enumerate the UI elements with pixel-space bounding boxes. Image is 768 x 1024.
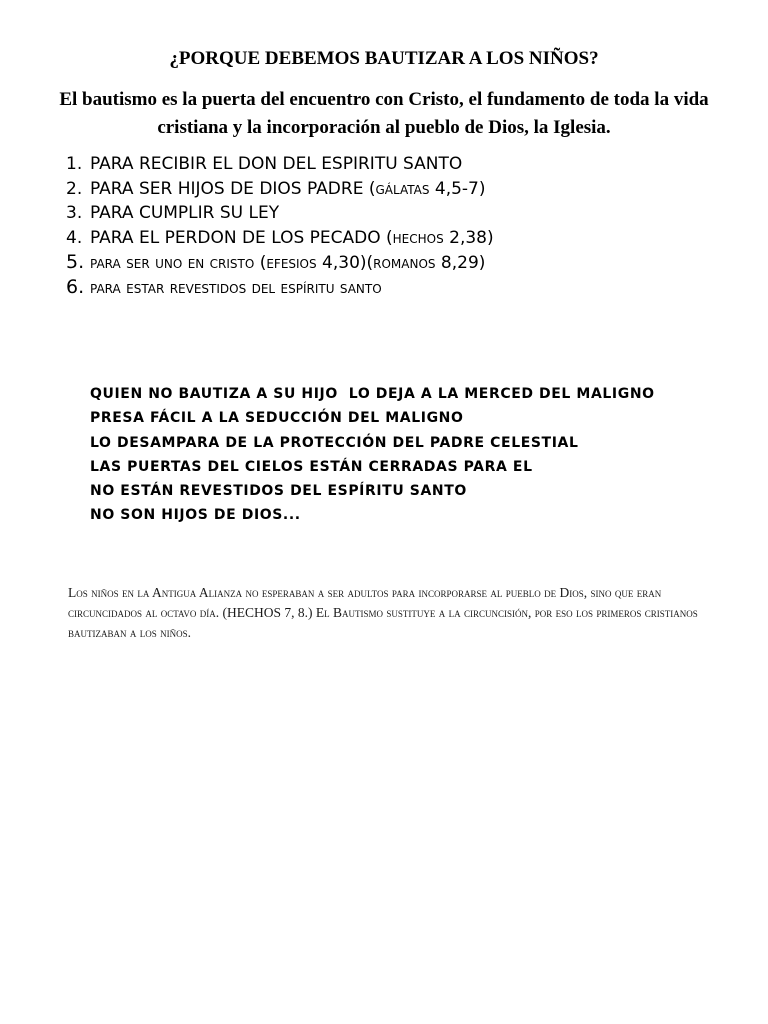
warning-line: LO DESAMPARA DE LA PROTECCIÓN DEL PADRE CELESTIAL [90, 434, 579, 451]
scripture-book: gálatas [375, 178, 430, 199]
list-number: 3. [66, 203, 83, 223]
footnote-paragraph: Los niños en la Antigua Alianza no esperaban a ser adultos para incorporarse al pueblo de Dios, sino que eran circuncidados al octavo día. (HECHOS 7, 8.) El Bautismo sustituye a la circuncisión, por eso los primeros cristianos bautizaban a los niños. [68, 585, 698, 640]
reasons-list [66, 152, 494, 299]
list-item [66, 275, 494, 300]
warnings-list [90, 382, 655, 528]
list-item [66, 177, 494, 202]
list-item-text: PARA EL PERDON DE LOS PECADO ( [90, 227, 393, 248]
list-item [66, 250, 494, 275]
list-number: 6. [66, 275, 85, 298]
list-item [66, 152, 494, 177]
scripture-book: hechos [392, 227, 444, 248]
page-title: ¿PORQUE DEBEMOS BAUTIZAR A LOS NIÑOS? [169, 48, 599, 69]
list-number: 1. [66, 154, 83, 174]
list-item-text: PARA SER HIJOS DE DIOS PADRE ( [90, 178, 376, 199]
list-item-text: PARA CUMPLIR SU LEY [90, 203, 280, 223]
list-number: 2. [66, 178, 83, 199]
warning-line: LAS PUERTAS DEL CIELOS ESTÁN CERRADAS PARA EL [90, 458, 533, 475]
list-item [66, 201, 494, 226]
scripture-verse: 2,38) [443, 227, 494, 248]
list-item-text: para ser uno en cristo (efesios 4,30)(romanos 8,29) [90, 253, 486, 273]
scripture-verse: 4,5-7) [429, 178, 486, 199]
list-number: 5. [66, 251, 85, 273]
warning-line: PRESA FÁCIL A LA SEDUCCIÓN DEL MALIGNO [90, 410, 464, 427]
intro-paragraph: El bautismo es la puerta del encuentro con Cristo, el fundamento de toda la vida cristiana y la incorporación al pueblo de Dios, la Iglesia. [59, 89, 709, 138]
list-item-text: para estar revestidos del espíritu santo [90, 277, 382, 298]
warning-line: NO SON HIJOS DE DIOS... [90, 507, 301, 524]
list-item [66, 226, 494, 251]
list-number: 4. [66, 227, 83, 248]
list-item-text: PARA RECIBIR EL DON DEL ESPIRITU SANTO [90, 154, 463, 174]
warning-line: NO ESTÁN REVESTIDOS DEL ESPÍRITU SANTO [90, 483, 467, 500]
warning-line: QUIEN NO BAUTIZA A SU HIJO LO DEJA A LA MERCED DEL MALIGNO [90, 386, 655, 402]
